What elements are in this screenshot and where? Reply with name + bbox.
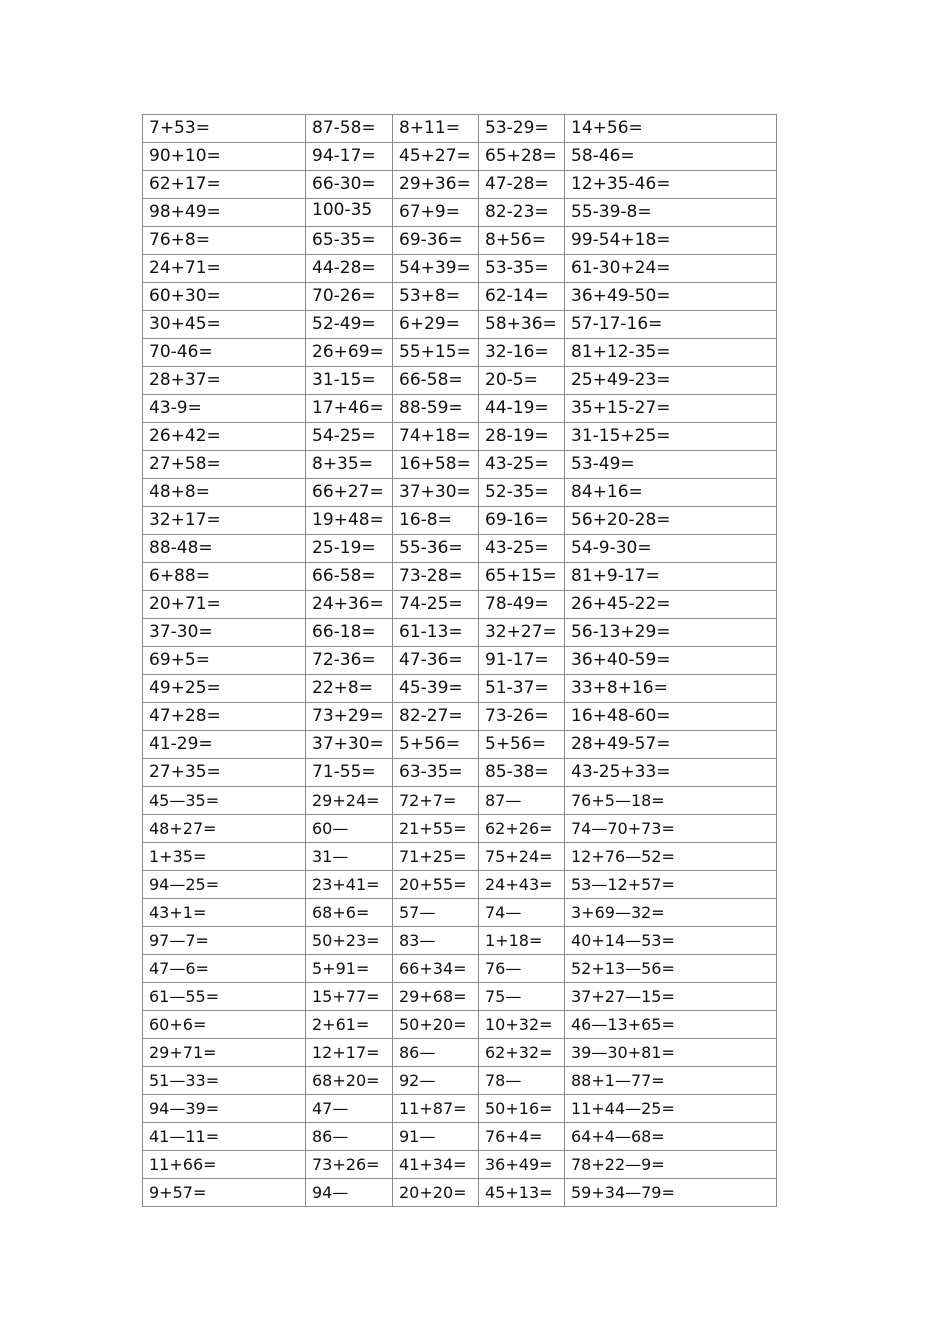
table-row: [143, 367, 777, 395]
problem-cell: 47+28=: [143, 703, 306, 731]
table-row: [143, 815, 777, 843]
problem-cell: 41+34=: [393, 1151, 479, 1179]
problem-cell: 78+22—9=: [565, 1151, 777, 1179]
problem-cell: 54+39=: [393, 255, 479, 283]
problem-cell: 12+35-46=: [565, 171, 777, 199]
problem-cell: 57—: [393, 899, 479, 927]
problem-cell: 16+48-60=: [565, 703, 777, 731]
problem-cell: 47-28=: [479, 171, 565, 199]
problem-cell: 73-28=: [393, 563, 479, 591]
problem-cell: 60+30=: [143, 283, 306, 311]
table-row: [143, 171, 777, 199]
problem-cell: 51-37=: [479, 675, 565, 703]
problem-cell: 26+45-22=: [565, 591, 777, 619]
problem-cell: 65+15=: [479, 563, 565, 591]
table-row: [143, 395, 777, 423]
problem-cell: 3+69—32=: [565, 899, 777, 927]
problem-cell: 43+1=: [143, 899, 306, 927]
problem-cell: 22+8=: [306, 675, 393, 703]
problem-cell: 86—: [393, 1039, 479, 1067]
problem-cell: 31—: [306, 843, 393, 871]
problem-cell: 29+68=: [393, 983, 479, 1011]
problem-cell: 63-35=: [393, 759, 479, 787]
problem-cell: 24+36=: [306, 591, 393, 619]
table-row: [143, 731, 777, 759]
problem-cell: 33+8+16=: [565, 675, 777, 703]
problem-cell: 17+46=: [306, 395, 393, 423]
problem-cell: 62+17=: [143, 171, 306, 199]
problem-cell: 73+26=: [306, 1151, 393, 1179]
problem-cell: 32+27=: [479, 619, 565, 647]
problem-cell: 53-49=: [565, 451, 777, 479]
problem-cell: 57-17-16=: [565, 311, 777, 339]
problem-cell: 85-38=: [479, 759, 565, 787]
problem-cell: 92—: [393, 1067, 479, 1095]
problem-cell: 65+28=: [479, 143, 565, 171]
table-row: [143, 759, 777, 787]
problem-cell: 52+13—56=: [565, 955, 777, 983]
problem-cell: 44-28=: [306, 255, 393, 283]
table-row: [143, 927, 777, 955]
problem-cell: 75+24=: [479, 843, 565, 871]
problem-cell: 55+15=: [393, 339, 479, 367]
problem-cell: 47—: [306, 1095, 393, 1123]
problem-cell: 82-27=: [393, 703, 479, 731]
problem-cell: 74—70+73=: [565, 815, 777, 843]
problem-cell: 20+71=: [143, 591, 306, 619]
table-row: [143, 619, 777, 647]
problem-cell: 31-15=: [306, 367, 393, 395]
problem-cell: 51—33=: [143, 1067, 306, 1095]
problem-cell: 69-36=: [393, 227, 479, 255]
problem-cell: 32-16=: [479, 339, 565, 367]
problem-cell: 74—: [479, 899, 565, 927]
problem-cell: 37-30=: [143, 619, 306, 647]
problem-cell: 71-55=: [306, 759, 393, 787]
problem-cell: 56+20-28=: [565, 507, 777, 535]
problem-cell: 12+76—52=: [565, 843, 777, 871]
table-row: [143, 283, 777, 311]
problem-cell: 91-17=: [479, 647, 565, 675]
problem-cell: 91—: [393, 1123, 479, 1151]
problem-cell: 61-30+24=: [565, 255, 777, 283]
problem-cell: 28+37=: [143, 367, 306, 395]
table-row: [143, 1151, 777, 1179]
problem-cell: 16-8=: [393, 507, 479, 535]
problem-cell: 54-9-30=: [565, 535, 777, 563]
problem-cell: 41-29=: [143, 731, 306, 759]
problem-cell: 72-36=: [306, 647, 393, 675]
table-row: [143, 871, 777, 899]
problem-cell: 76+4=: [479, 1123, 565, 1151]
table-row: [143, 339, 777, 367]
table-row: [143, 1179, 777, 1207]
problem-cell: 69-16=: [479, 507, 565, 535]
problem-cell: 60+6=: [143, 1011, 306, 1039]
problem-cell: 66-30=: [306, 171, 393, 199]
table-row: [143, 983, 777, 1011]
table-row: [143, 115, 777, 143]
problem-cell: 100-35: [306, 199, 393, 227]
problem-cell: 1+35=: [143, 843, 306, 871]
problem-cell: 5+56=: [393, 731, 479, 759]
problem-cell: 66-58=: [393, 367, 479, 395]
problem-cell: 45-39=: [393, 675, 479, 703]
table-row: [143, 507, 777, 535]
problem-cell: 61-13=: [393, 619, 479, 647]
problem-cell: 43-25=: [479, 535, 565, 563]
problem-cell: 53—12+57=: [565, 871, 777, 899]
problem-cell: 76—: [479, 955, 565, 983]
problem-cell: 73+29=: [306, 703, 393, 731]
problem-cell: 41—11=: [143, 1123, 306, 1151]
problem-cell: 76+8=: [143, 227, 306, 255]
problem-cell: 10+32=: [479, 1011, 565, 1039]
problem-cell: 62-14=: [479, 283, 565, 311]
problem-cell: 99-54+18=: [565, 227, 777, 255]
problem-cell: 27+35=: [143, 759, 306, 787]
problem-cell: 43-9=: [143, 395, 306, 423]
problem-cell: 32+17=: [143, 507, 306, 535]
problem-cell: 26+42=: [143, 423, 306, 451]
table-row: [143, 1011, 777, 1039]
problem-cell: 62+26=: [479, 815, 565, 843]
problem-cell: 59+34—79=: [565, 1179, 777, 1207]
problem-cell: 24+71=: [143, 255, 306, 283]
problem-cell: 87-58=: [306, 115, 393, 143]
problem-cell: 94-17=: [306, 143, 393, 171]
table-row: [143, 199, 777, 227]
table-row: [143, 255, 777, 283]
problem-cell: 81+9-17=: [565, 563, 777, 591]
problem-cell: 8+35=: [306, 451, 393, 479]
problem-cell: 76+5—18=: [565, 787, 777, 815]
problem-cell: 21+55=: [393, 815, 479, 843]
problem-cell: 88-48=: [143, 535, 306, 563]
problem-cell: 70-26=: [306, 283, 393, 311]
problem-cell: 36+49=: [479, 1151, 565, 1179]
problem-cell: 70-46=: [143, 339, 306, 367]
table-row: [143, 647, 777, 675]
problem-cell: 50+23=: [306, 927, 393, 955]
problem-cell: 12+17=: [306, 1039, 393, 1067]
problem-cell: 78-49=: [479, 591, 565, 619]
problem-cell: 62+32=: [479, 1039, 565, 1067]
problem-cell: 65-35=: [306, 227, 393, 255]
problem-cell: 16+58=: [393, 451, 479, 479]
problem-cell: 45+27=: [393, 143, 479, 171]
table-row: [143, 423, 777, 451]
problem-cell: 52-35=: [479, 479, 565, 507]
problem-cell: 40+14—53=: [565, 927, 777, 955]
problem-cell: 43-25=: [479, 451, 565, 479]
problem-cell: 68+20=: [306, 1067, 393, 1095]
problem-cell: 54-25=: [306, 423, 393, 451]
table-row: [143, 535, 777, 563]
problem-cell: 2+61=: [306, 1011, 393, 1039]
problem-cell: 49+25=: [143, 675, 306, 703]
problem-cell: 50+16=: [479, 1095, 565, 1123]
problem-cell: 61—55=: [143, 983, 306, 1011]
problem-cell: 19+48=: [306, 507, 393, 535]
problem-cell: 68+6=: [306, 899, 393, 927]
problem-cell: 60—: [306, 815, 393, 843]
problem-cell: 74+18=: [393, 423, 479, 451]
problem-cell: 15+77=: [306, 983, 393, 1011]
problem-cell: 29+71=: [143, 1039, 306, 1067]
table-row: [143, 591, 777, 619]
problem-cell: 74-25=: [393, 591, 479, 619]
problem-cell: 58+36=: [479, 311, 565, 339]
problem-cell: 84+16=: [565, 479, 777, 507]
problem-cell: 11+66=: [143, 1151, 306, 1179]
problem-cell: 20+55=: [393, 871, 479, 899]
problem-cell: 88-59=: [393, 395, 479, 423]
problem-cell: 94—: [306, 1179, 393, 1207]
problem-cell: 20+20=: [393, 1179, 479, 1207]
worksheet-body: [143, 115, 777, 1207]
problem-cell: 83—: [393, 927, 479, 955]
table-row: [143, 955, 777, 983]
problem-cell: 25+49-23=: [565, 367, 777, 395]
problem-cell: 98+49=: [143, 199, 306, 227]
problem-cell: 20-5=: [479, 367, 565, 395]
problem-cell: 88+1—77=: [565, 1067, 777, 1095]
table-row: [143, 703, 777, 731]
problem-cell: 45+13=: [479, 1179, 565, 1207]
problem-cell: 36+49-50=: [565, 283, 777, 311]
problem-cell: 53-29=: [479, 115, 565, 143]
problem-cell: 81+12-35=: [565, 339, 777, 367]
table-row: [143, 1039, 777, 1067]
problem-cell: 97—7=: [143, 927, 306, 955]
problem-cell: 55-36=: [393, 535, 479, 563]
problem-cell: 66-18=: [306, 619, 393, 647]
problem-cell: 14+56=: [565, 115, 777, 143]
problem-cell: 11+44—25=: [565, 1095, 777, 1123]
problem-cell: 73-26=: [479, 703, 565, 731]
table-row: [143, 143, 777, 171]
problem-cell: 5+56=: [479, 731, 565, 759]
problem-cell: 6+29=: [393, 311, 479, 339]
problem-cell: 28-19=: [479, 423, 565, 451]
problem-cell: 82-23=: [479, 199, 565, 227]
problem-cell: 35+15-27=: [565, 395, 777, 423]
problem-cell: 94—25=: [143, 871, 306, 899]
problem-cell: 31-15+25=: [565, 423, 777, 451]
problem-cell: 44-19=: [479, 395, 565, 423]
problem-cell: 75—: [479, 983, 565, 1011]
problem-cell: 37+27—15=: [565, 983, 777, 1011]
problem-cell: 9+57=: [143, 1179, 306, 1207]
table-row: [143, 675, 777, 703]
problem-cell: 8+56=: [479, 227, 565, 255]
problem-cell: 50+20=: [393, 1011, 479, 1039]
problem-cell: 26+69=: [306, 339, 393, 367]
problem-cell: 47-36=: [393, 647, 479, 675]
problem-cell: 46—13+65=: [565, 1011, 777, 1039]
problem-cell: 94—39=: [143, 1095, 306, 1123]
problem-cell: 48+8=: [143, 479, 306, 507]
problem-cell: 48+27=: [143, 815, 306, 843]
problem-cell: 90+10=: [143, 143, 306, 171]
problem-cell: 71+25=: [393, 843, 479, 871]
problem-cell: 69+5=: [143, 647, 306, 675]
problem-cell: 36+40-59=: [565, 647, 777, 675]
problem-cell: 72+7=: [393, 787, 479, 815]
problem-cell: 29+36=: [393, 171, 479, 199]
problem-cell: 8+11=: [393, 115, 479, 143]
problem-cell: 5+91=: [306, 955, 393, 983]
arithmetic-worksheet-table: [142, 114, 777, 1207]
problem-cell: 7+53=: [143, 115, 306, 143]
problem-cell: 1+18=: [479, 927, 565, 955]
problem-cell: 30+45=: [143, 311, 306, 339]
problem-cell: 67+9=: [393, 199, 479, 227]
problem-cell: 37+30=: [306, 731, 393, 759]
problem-cell: 52-49=: [306, 311, 393, 339]
problem-cell: 53-35=: [479, 255, 565, 283]
table-row: [143, 843, 777, 871]
problem-cell: 6+88=: [143, 563, 306, 591]
problem-cell: 28+49-57=: [565, 731, 777, 759]
table-row: [143, 1067, 777, 1095]
problem-cell: 43-25+33=: [565, 759, 777, 787]
problem-cell: 58-46=: [565, 143, 777, 171]
table-row: [143, 311, 777, 339]
problem-cell: 25-19=: [306, 535, 393, 563]
table-row: [143, 227, 777, 255]
problem-cell: 27+58=: [143, 451, 306, 479]
problem-cell: 87—: [479, 787, 565, 815]
problem-cell: 29+24=: [306, 787, 393, 815]
table-row: [143, 899, 777, 927]
problem-cell: 66-58=: [306, 563, 393, 591]
problem-cell: 66+27=: [306, 479, 393, 507]
table-row: [143, 1095, 777, 1123]
problem-cell: 11+87=: [393, 1095, 479, 1123]
table-row: [143, 563, 777, 591]
problem-cell: 53+8=: [393, 283, 479, 311]
problem-cell: 37+30=: [393, 479, 479, 507]
problem-cell: 66+34=: [393, 955, 479, 983]
problem-cell: 55-39-8=: [565, 199, 777, 227]
problem-cell: 39—30+81=: [565, 1039, 777, 1067]
problem-cell: 45—35=: [143, 787, 306, 815]
problem-cell: 56-13+29=: [565, 619, 777, 647]
problem-cell: 78—: [479, 1067, 565, 1095]
table-row: [143, 451, 777, 479]
problem-cell: 23+41=: [306, 871, 393, 899]
table-row: [143, 479, 777, 507]
problem-cell: 86—: [306, 1123, 393, 1151]
table-row: [143, 787, 777, 815]
problem-cell: 24+43=: [479, 871, 565, 899]
problem-cell: 64+4—68=: [565, 1123, 777, 1151]
table-row: [143, 1123, 777, 1151]
problem-cell: 47—6=: [143, 955, 306, 983]
